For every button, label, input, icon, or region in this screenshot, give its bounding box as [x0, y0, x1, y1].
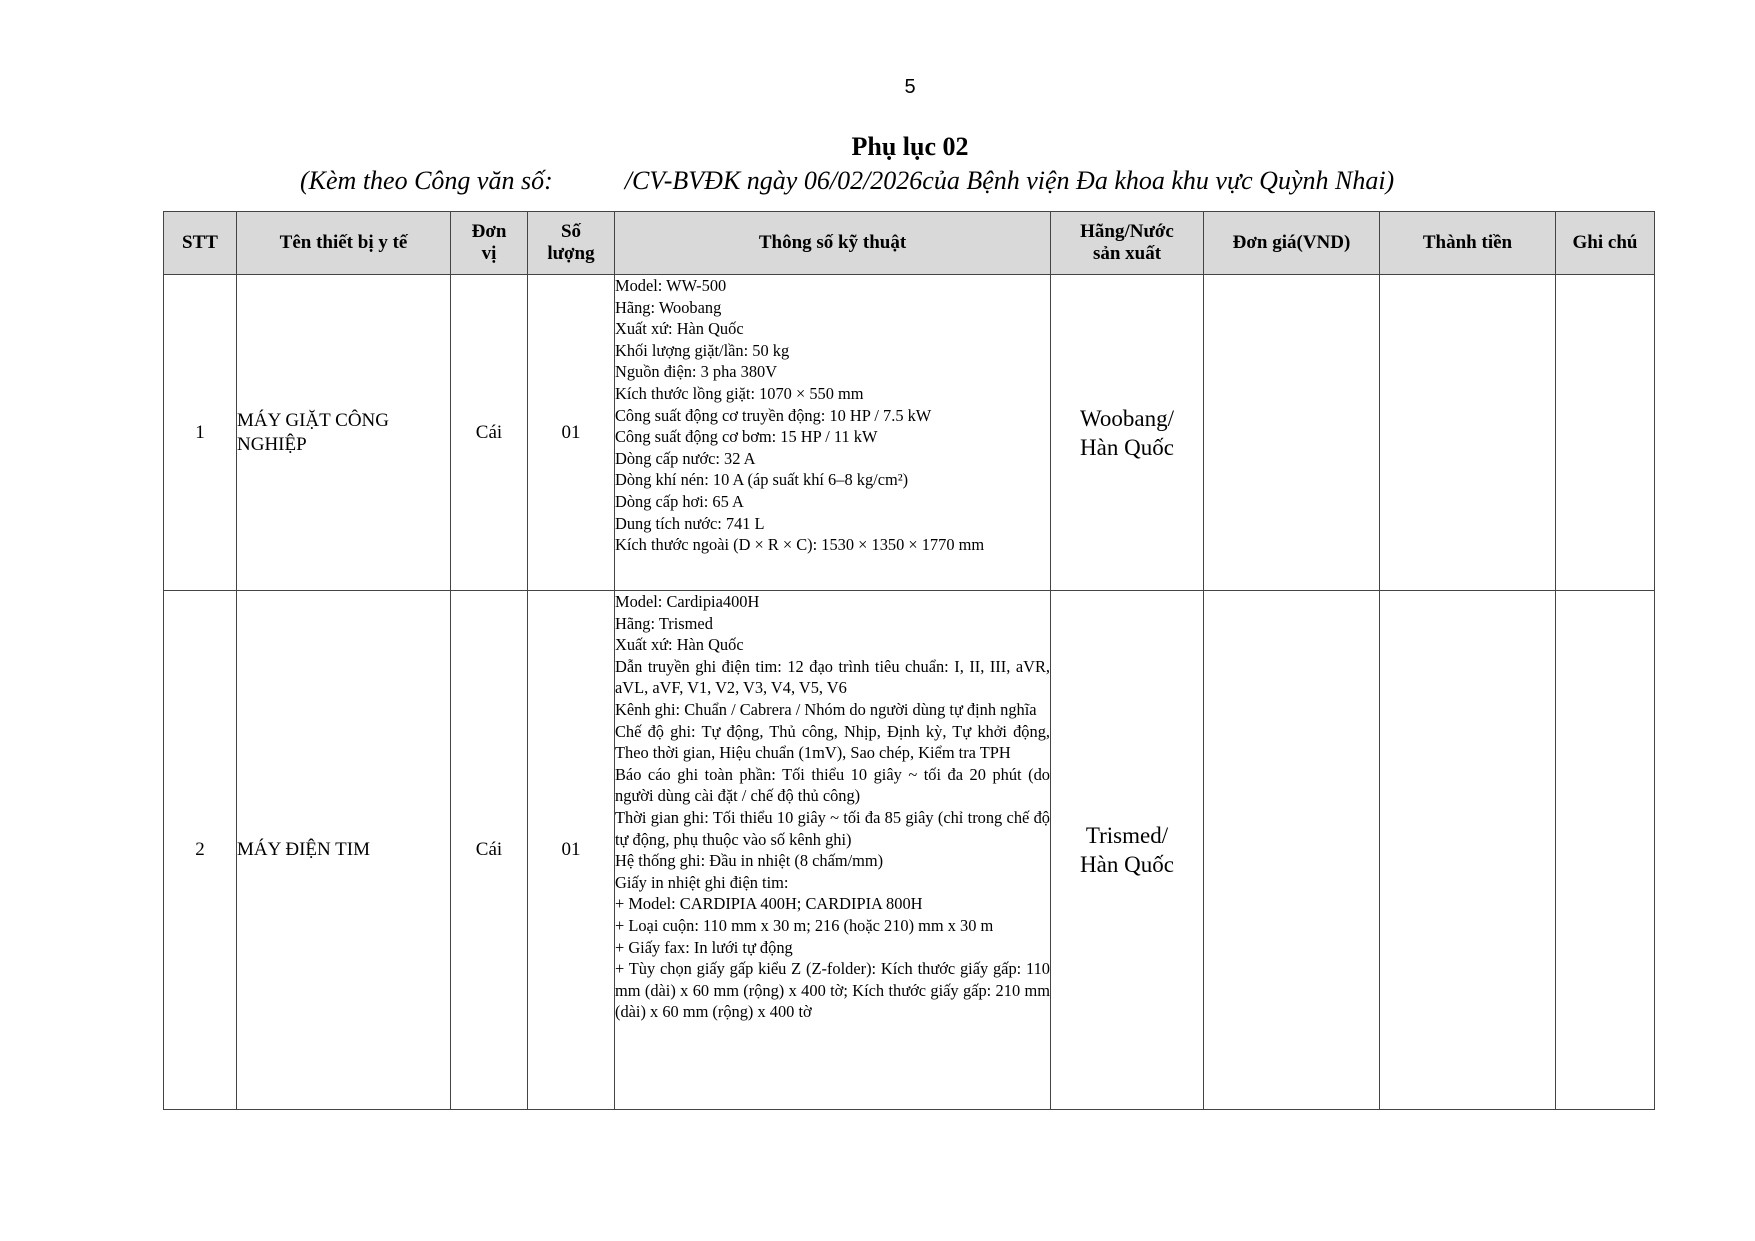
spec-line: Xuất xứ: Hàn Quốc	[615, 635, 744, 655]
subtitle-prefix: (Kèm theo Công văn số:	[300, 166, 553, 195]
cell-total	[1380, 591, 1556, 1110]
appendix-subtitle	[300, 166, 1394, 196]
table-row	[164, 275, 1655, 591]
spec-line: Công suất động cơ truyền động: 10 HP / 7.5 kW	[615, 405, 932, 425]
table-header-row	[164, 212, 1655, 275]
cell-quantity: 01	[528, 275, 615, 591]
spec-line: Báo cáo ghi toàn phần: Tối thiểu 10 giây ~ tối đa 20 phút (do người dùng cài đặt / chế độ thủ công)	[615, 764, 1050, 806]
page-number: 5	[904, 76, 916, 98]
table-row	[164, 591, 1655, 1110]
appendix-title: Phụ lục 02	[851, 132, 969, 161]
spec-line: Dòng cấp nước: 32 A	[615, 448, 756, 468]
spec-line: Hãng: Woobang	[615, 297, 722, 317]
cell-unit-price	[1204, 591, 1380, 1110]
spec-line: Dòng cấp hơi: 65 A	[615, 491, 744, 511]
spec-line: + Loại cuộn: 110 mm x 30 m; 216 (hoặc 210) mm x 30 m	[615, 915, 994, 935]
cell-quantity: 01	[528, 591, 615, 1110]
cell-manufacturer: Trismed/ Hàn Quốc	[1051, 591, 1204, 1110]
spec-line: Công suất động cơ bơm: 15 HP / 11 kW	[615, 427, 878, 447]
header-total: Thành tiền	[1380, 212, 1556, 275]
equipment-table	[163, 211, 1655, 1110]
cell-stt: 1	[164, 275, 237, 591]
cell-manufacturer: Woobang/ Hàn Quốc	[1051, 275, 1204, 591]
spec-line: Dẫn truyền ghi điện tim: 12 đạo trình tiêu chuẩn: I, II, III, aVR, aVL, aVF, V1, V2, V3, V4, V5, V6	[615, 656, 1050, 698]
spec-line: Kênh ghi: Chuẩn / Cabrera / Nhóm do người dùng tự định nghĩa	[615, 699, 1037, 719]
header-specifications: Thông số kỹ thuật	[615, 212, 1051, 275]
cell-unit-price	[1204, 275, 1380, 591]
spec-line: Dung tích nước: 741 L	[615, 513, 765, 533]
header-manufacturer: Hãng/Nước sản xuất	[1051, 212, 1204, 275]
cell-note	[1556, 275, 1655, 591]
spec-line: Khối lượng giặt/lần: 50 kg	[615, 340, 790, 360]
header-device-name: Tên thiết bị y tế	[237, 212, 451, 275]
header-unit: Đơn vị	[451, 212, 528, 275]
header-note: Ghi chú	[1556, 212, 1655, 275]
spec-line: + Tùy chọn giấy gấp kiểu Z (Z-folder): Kích thước giấy gấp: 110 mm (dài) x 60 mm (rộng) x 400 tờ; Kích thước giấy gấp: 210 mm (dài) x 60 mm (rộng) x 400 tờ	[615, 959, 1050, 1022]
spec-line: Model: WW-500	[615, 276, 727, 295]
spec-line: Thời gian ghi: Tối thiểu 10 giây ~ tối đa 85 giây (chỉ trong chế độ tự động, phụ thuộc vào số kênh ghi)	[615, 807, 1050, 849]
cell-unit: Cái	[451, 591, 528, 1110]
cell-note	[1556, 591, 1655, 1110]
spec-line: Chế độ ghi: Tự động, Thủ công, Nhịp, Định kỳ, Tự khởi động, Theo thời gian, Hiệu chuẩn (1mV), Sao chép, Kiểm tra TPH	[615, 721, 1050, 763]
header-stt: STT	[164, 212, 237, 275]
subtitle-suffix: /CV-BVĐK ngày 06/02/2026của Bệnh viện Đa khoa khu vực Quỳnh Nhai)	[624, 166, 1395, 195]
spec-line: + Giấy fax: In lưới tự động	[615, 937, 793, 957]
spec-line: Nguồn điện: 3 pha 380V	[615, 362, 778, 382]
spec-line: Model: Cardipia400H	[615, 592, 760, 611]
cell-device-name: MÁY ĐIỆN TIM	[237, 591, 451, 1110]
spec-line: Kích thước ngoài (D × R × C): 1530 × 1350 × 1770 mm	[615, 535, 985, 555]
cell-stt: 2	[164, 591, 237, 1110]
spec-line: Kích thước lồng giặt: 1070 × 550 mm	[615, 383, 864, 403]
spec-line: Dòng khí nén: 10 A (áp suất khí 6–8 kg/cm²)	[615, 470, 909, 490]
spec-line: Xuất xứ: Hàn Quốc	[615, 319, 744, 339]
cell-specifications	[615, 275, 1051, 591]
cell-total	[1380, 275, 1556, 591]
spec-line: Hãng: Trismed	[615, 613, 713, 633]
header-quantity: Số lượng	[528, 212, 615, 275]
spec-line: + Model: CARDIPIA 400H; CARDIPIA 800H	[615, 894, 923, 914]
spec-line: Hệ thống ghi: Đầu in nhiệt (8 chấm/mm)	[615, 851, 884, 871]
cell-device-name: MÁY GIẶT CÔNG NGHIỆP	[237, 275, 451, 591]
spec-line: Giấy in nhiệt ghi điện tim:	[615, 872, 789, 892]
cell-specifications	[615, 591, 1051, 1110]
header-unit-price: Đơn giá(VND)	[1204, 212, 1380, 275]
cell-unit: Cái	[451, 275, 528, 591]
